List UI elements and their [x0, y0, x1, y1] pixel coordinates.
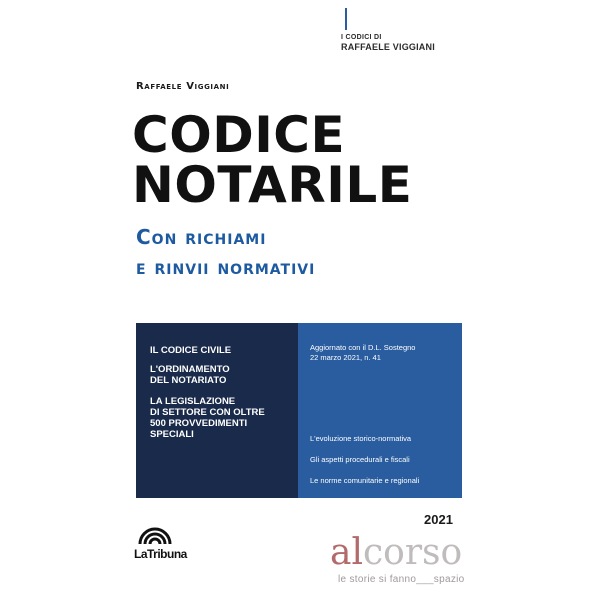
feature-item: L'evoluzione storico-normativa: [310, 434, 412, 443]
subtitle-line-1: Con richiami: [136, 225, 267, 249]
title-line-2: NOTARILE: [132, 156, 413, 214]
publisher-logo-icon: [138, 524, 172, 546]
book-title: [132, 106, 413, 214]
book-author: Raffaele Viggiani: [136, 81, 230, 92]
contents-item: L'ORDINAMENTO DEL NOTARIATO: [150, 364, 230, 386]
series-accent-bar: [345, 8, 347, 30]
series-author: RAFFAELE VIGGIANI: [341, 42, 435, 52]
edition-year: 2021: [424, 512, 453, 527]
contents-item: IL CODICE CIVILE: [150, 345, 232, 356]
watermark-tagline: le storie si fanno___spazio: [338, 574, 465, 585]
update-note: Aggiornato con il D.L. Sostegno 22 marzo 2021, n. 41: [310, 343, 416, 362]
book-subtitle: [136, 222, 315, 282]
features-panel: [298, 323, 462, 498]
title-line-1: CODICE: [132, 106, 346, 164]
subtitle-line-2: e rinvii normativi: [136, 255, 316, 279]
watermark-part-2: corso: [362, 532, 463, 573]
series-label: I CODICI DI: [341, 34, 382, 41]
contents-item: LA LEGISLAZIONE DI SETTORE CON OLTRE 500 PROVVEDIMENTI SPECIALI: [150, 396, 265, 440]
feature-item: Le norme comunitarie e regionali: [310, 476, 420, 485]
feature-item: Gli aspetti procedurali e fiscali: [310, 455, 410, 464]
publisher-name: LaTribuna: [134, 547, 187, 561]
watermark-logo: [330, 532, 463, 573]
contents-panel: [136, 323, 298, 498]
watermark-part-1: al: [330, 532, 363, 573]
